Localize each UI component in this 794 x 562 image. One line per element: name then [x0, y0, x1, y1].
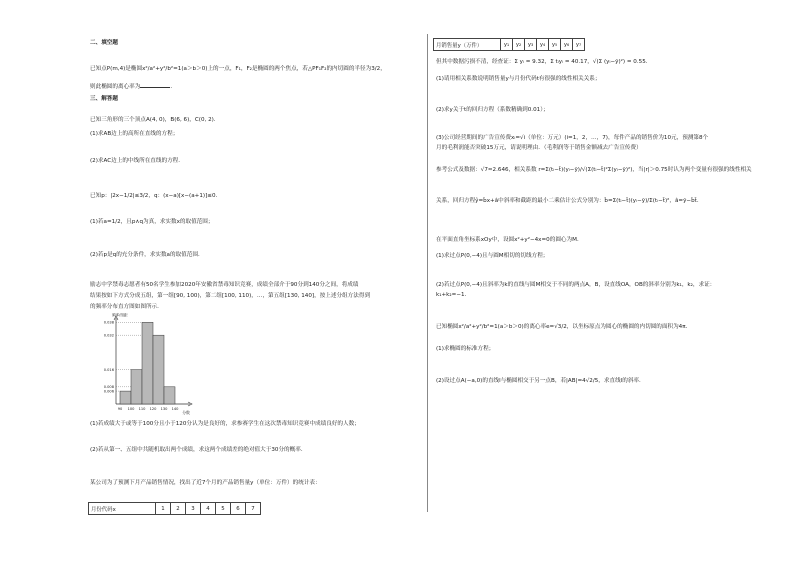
stats-line: 但其中数据污损不清，经查证：Σ yᵢ = 9.32，Σ tᵢyᵢ = 40.17，√(Σ (yᵢ−ȳ)²) = 0.55．: [436, 59, 652, 65]
q3-text-1: 励志中学禁毒志愿者有50名学生参加2020年安徽省禁毒知识竞赛，成绩全部介于90分到140分之间，将成绩: [90, 282, 359, 288]
table-row: [434, 39, 585, 51]
q5-part1: (1)求过点P(0,−4)且与圆M相切的切线方程；: [436, 253, 549, 259]
q3-part2: (2)若从第一、五组中共随机取出两个成绩，求这两个成绩差的绝对值大于30分的概率．: [90, 447, 307, 453]
table-cell: y₁: [501, 39, 513, 51]
fill-question-end: ．: [170, 84, 176, 90]
regression-part1: (1)请用相关系数说明销售量y与月份代码t有很强的线性相关关系；: [436, 76, 601, 82]
section-fill-title: 二、填空题: [90, 40, 118, 46]
histogram-bar: [131, 370, 142, 404]
q3-text-3: 的频率分布直方图如图所示．: [90, 304, 163, 310]
table-cell: 1: [156, 503, 171, 515]
histogram-bar: [153, 335, 164, 404]
q5-part2a: (2)若过点P(0,−4)且斜率为k的直线与圆M相交于不同的两点A，B，设直线OA，OB的斜率分别为k₁，k₂，求证：: [436, 282, 716, 288]
y-tick-label: 0.006: [103, 389, 114, 394]
fill-question-line2: [90, 82, 176, 91]
q2-intro: 已知p：|2x−1/2|≤3/2，q：(x−a)[x−(a+1)]≤0．: [90, 193, 222, 199]
table-header-cell: 月销售量y（万件）: [434, 39, 501, 51]
table-cell: 3: [186, 503, 201, 515]
y-tick-label: 0.008: [103, 385, 114, 390]
q4-intro: 某公司为了预测下月产品销售情况，找出了近7个月的产品销售量y（单位：万件）的统计表：: [90, 480, 321, 486]
q1-part1: (1)求AB边上的高所在直线的方程；: [90, 131, 179, 137]
frequency-histogram: [88, 312, 198, 418]
table-cell: 6: [231, 503, 246, 515]
x-tick-label: 110: [138, 407, 146, 411]
reference-formula-2: 关系，回归方程ŷ=b̂x+â中斜率和截距的最小二乘估计公式分别为：b̂=Σ(tᵢ−t̄)(yᵢ−ȳ)/Σ(tᵢ−t̄)²，â=ȳ−b̂t̄．: [436, 198, 703, 204]
table-cell: 5: [216, 503, 231, 515]
table-cell: y₅: [549, 39, 561, 51]
month-code-table: [88, 502, 261, 515]
table-header-cell: 月份代码x: [89, 503, 156, 515]
x-tick-label: 120: [149, 407, 157, 411]
q6-part1: (1)求椭圆的标准方程；: [436, 346, 495, 352]
q6-intro: 已知椭圆x²/a²+y²/b²=1(a＞b＞0)的离心率e=√3/2，以坐标原点为圆心的椭圆的内切圆的面积为4π．: [436, 324, 692, 330]
table-cell: y₂: [513, 39, 525, 51]
table-cell: y₆: [561, 39, 573, 51]
y-tick-label: 0.038: [103, 320, 114, 325]
table-cell: y₃: [525, 39, 537, 51]
fill-question-text: 则此椭圆的离心率为: [90, 84, 141, 90]
histogram-bar: [164, 387, 175, 404]
table-cell: 2: [171, 503, 186, 515]
x-tick-label: 140: [171, 407, 179, 411]
x-tick-label: 100: [127, 407, 135, 411]
sales-table: [433, 38, 585, 51]
answer-blank: [140, 82, 170, 88]
x-axis-label: 分数: [182, 410, 190, 415]
histogram-bar: [142, 322, 153, 404]
table-row: [89, 503, 261, 515]
q6-part2: (2)设过点A(−a,0)的直线l与椭圆相交于另一点B，若|AB|=4√2/5，求直线l的斜率．: [436, 378, 645, 384]
x-tick-label: 90: [117, 407, 123, 411]
y-tick-label: 0.016: [103, 368, 114, 372]
reference-formula-1: 参考公式及数据：√7≈2.646，相关系数 r=Σ(tᵢ−t̄)(yᵢ−ȳ)/√(Σ(tᵢ−t̄)²Σ(yᵢ−ȳ)²)，当|r|＞0.75时认为两个变量有很强的线性相关: [436, 167, 752, 173]
q5-intro: 在平面直角坐标系xOy中，设圆x²+y²−4x=0的圆心为M．: [436, 237, 583, 243]
table-cell: y₇: [573, 39, 585, 51]
regression-part2: (2)求y关于t的回归方程（系数精确到0.01）；: [436, 107, 549, 113]
regression-part3b: 月的毛利润能否突破15万元，请说明理由．（毛利润等于销售金额减去广告宣传费）: [436, 145, 642, 151]
regression-part3a: (3)公司经营期间的广告宣传费xᵢ=√i（单位：万元）(i=1，2，…，7)，每件产品的销售价为10元，预测第8个: [436, 135, 709, 141]
q3-text-2: 结果按如下方式分成五组，第一组[90, 100)，第二组[100, 110)，…，第五组[130, 140]，按上述分组方法得到: [90, 293, 371, 299]
y-tick-label: 0.032: [103, 333, 114, 338]
q1-intro: 已知三角形的三个顶点A(4, 0)，B(6, 6)，C(0, 2)．: [90, 117, 220, 123]
q5-part2b: k₁+k₂=−1．: [436, 292, 471, 298]
table-cell: 7: [246, 503, 261, 515]
q1-part2: (2)求AC边上的中线所在直线的方程．: [90, 158, 184, 164]
y-axis-label: 频率/组距: [112, 313, 128, 317]
fill-question: 已知点P(m,4)是椭圆x²/a²+y²/b²=1(a＞b＞0)上的一点，F₁，F₂是椭圆的两个焦点，若△PF₁F₂的内切圆的半径为3/2，: [90, 66, 386, 72]
q3-part1: (1)若成绩大于或等于100分且小于120分认为是良好的，求参赛学生在这次禁毒知识竞赛中成绩良好的人数；: [90, 421, 360, 427]
x-tick-label: 130: [160, 407, 168, 411]
q2-part2: (2)若p是q的充分条件，求实数a的取值范围．: [90, 252, 204, 258]
table-cell: 4: [201, 503, 216, 515]
column-divider: [427, 34, 428, 512]
histogram-bar: [120, 391, 131, 404]
q2-part1: (1)若a=1/2，且p∧q为真，求实数x的取值范围；: [90, 219, 214, 225]
section-answer-title: 三、解答题: [90, 96, 118, 102]
table-cell: y₄: [537, 39, 549, 51]
